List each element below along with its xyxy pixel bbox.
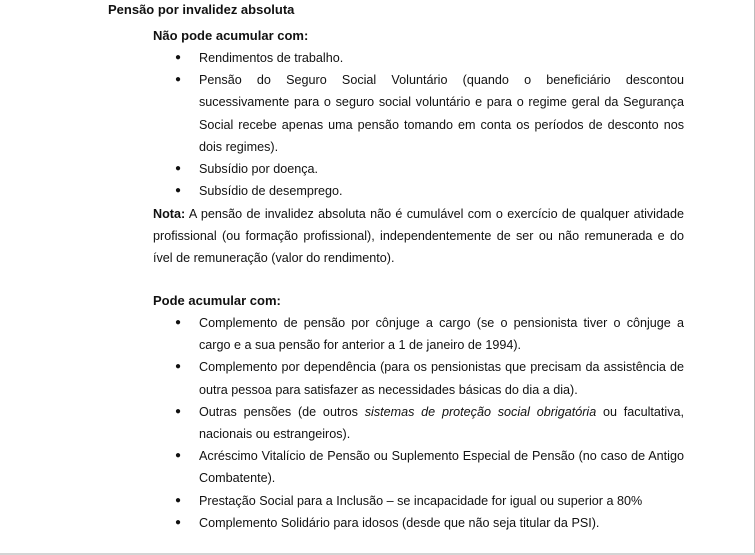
list-item: ● Subsídio por doença. <box>153 158 684 180</box>
cannot-accumulate-heading: Não pode acumular com: <box>153 28 309 43</box>
page-title: Pensão por invalidez absoluta <box>108 2 295 17</box>
bullet-icon: ● <box>175 405 182 417</box>
list-item: ● Complemento Solidário para idosos (desde que não seja titular da PSI). <box>153 512 684 534</box>
list-item: ● Outras pensões (de outros sistemas de proteção social obrigatória ou facultativa, nacionais ou estrangeiros). <box>153 401 684 445</box>
bullet-icon: ● <box>175 163 182 175</box>
list-item: ● Rendimentos de trabalho. <box>153 47 684 69</box>
bullet-icon: ● <box>175 52 182 63</box>
list-item: ● Prestação Social para a Inclusão – se incapacidade for igual ou superior a 80% <box>153 490 684 512</box>
note-paragraph <box>153 203 684 270</box>
bullet-icon: ● <box>175 516 182 528</box>
list-item: ● Pensão do Seguro Social Voluntário (quando o beneficiário descontou sucessivamente para o seguro social voluntário e para o regime geral da Segurança Social recebe apenas uma pensão tomando em conta os períodos de desconto nos dois regimes). <box>153 69 684 158</box>
emphasis-text: sistemas de proteção social obrigatória <box>364 404 597 419</box>
list-item: ● Acréscimo Vitalício de Pensão ou Suplemento Especial de Pensão (no caso de Antigo Combatente). <box>153 445 684 489</box>
cannot-accumulate-list <box>153 47 684 202</box>
list-item: ● Complemento de pensão por cônjuge a cargo (se o pensionista tiver o cônjuge a cargo e a sua pensão for anterior a 1 de janeiro de 1994). <box>153 312 684 356</box>
can-accumulate-list <box>153 312 684 534</box>
list-item: ● Subsídio de desemprego. <box>153 180 684 202</box>
bullet-icon: ● <box>175 74 182 86</box>
note-label: Nota: <box>153 207 186 221</box>
note-text: A pensão de invalidez absoluta não é cumulável com o exercício de qualquer atividade profissional (ou formação profissional), independentemente de ser ou não remunerada e do ível de remuneração (valor do rendimento). <box>153 207 684 266</box>
bullet-icon: ● <box>175 450 182 462</box>
bullet-icon: ● <box>175 317 182 328</box>
list-item: ● Complemento por dependência (para os pensionistas que precisam da assistência de outra pessoa para satisfazer as necessidades básicas do dia a dia). <box>153 356 684 400</box>
bullet-icon: ● <box>175 185 182 197</box>
cannot-accumulate-section <box>153 25 684 202</box>
bullet-icon: ● <box>175 361 182 373</box>
can-accumulate-section <box>153 290 684 534</box>
bullet-icon: ● <box>175 494 182 506</box>
can-accumulate-heading: Pode acumular com: <box>153 293 281 308</box>
